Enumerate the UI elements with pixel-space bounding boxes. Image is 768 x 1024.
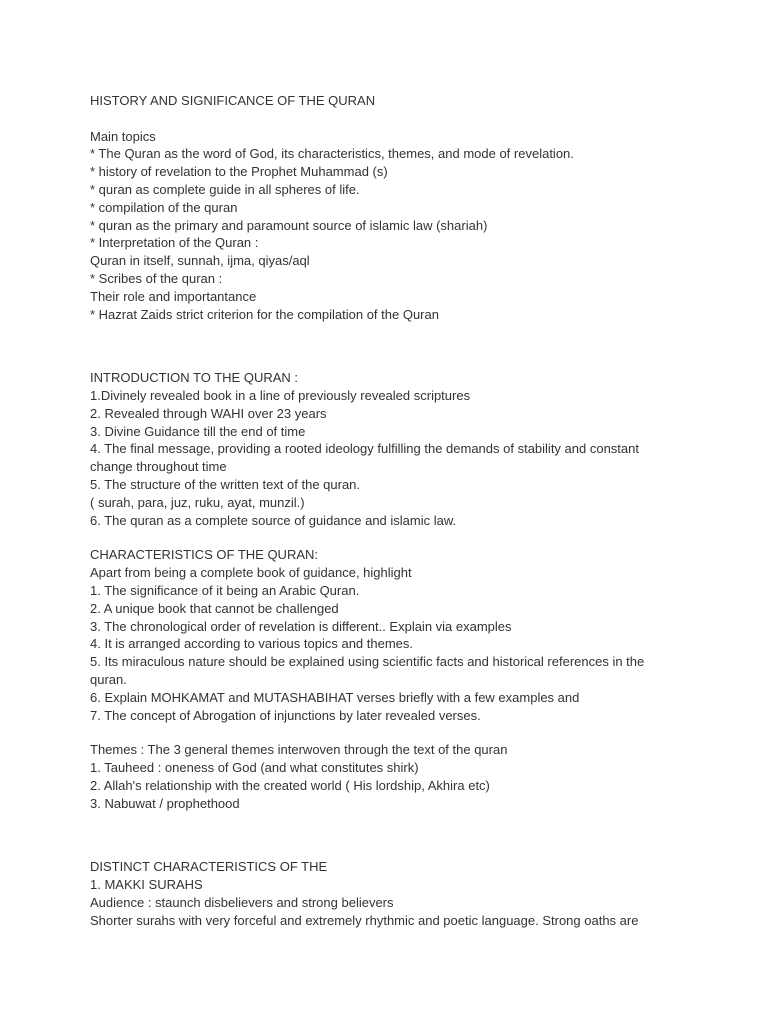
spacer xyxy=(90,840,750,858)
characteristics-line: quran. xyxy=(90,671,127,687)
introduction-line: 1.Divinely revealed book in a line of previously revealed scriptures xyxy=(90,387,471,403)
characteristics-line: 1. The significance of it being an Arabic Quran. xyxy=(90,582,360,598)
main-topics-line: * The Quran as the word of God, its characteristics, themes, and mode of revelation. xyxy=(90,146,574,162)
characteristics-line: 3. The chronological order of revelation is different.. Explain via examples xyxy=(90,618,512,634)
main-topics-line: * history of revelation to the Prophet Muhammad (s) xyxy=(90,164,388,180)
characteristics-line: Apart from being a complete book of guidance, highlight xyxy=(90,565,412,581)
spacer xyxy=(90,812,750,840)
themes-line: 1. Tauheed : oneness of God (and what constitutes shirk) xyxy=(90,760,419,776)
main-topics-heading: Main topics xyxy=(90,128,156,144)
themes-line: 3. Nabuwat / prophethood xyxy=(90,795,240,811)
characteristics-line: 2. A unique book that cannot be challenged xyxy=(90,600,339,616)
main-topics-line: Their role and importantance xyxy=(90,288,257,304)
introduction-line: 5. The structure of the written text of the quran. xyxy=(90,476,361,492)
main-topics-line: * Hazrat Zaids strict criterion for the compilation of the Quran xyxy=(90,306,439,322)
themes-heading: Themes : The 3 general themes interwoven through the text of the quran xyxy=(90,742,508,758)
main-topics-line: * quran as the primary and paramount source of islamic law (shariah) xyxy=(90,217,488,233)
document-page xyxy=(90,92,750,929)
characteristics-line: 7. The concept of Abrogation of injunctions by later revealed verses. xyxy=(90,707,481,723)
characteristics-line: 5. Its miraculous nature should be explained using scientific facts and historical references in the xyxy=(90,654,645,670)
introduction-line: 3. Divine Guidance till the end of time xyxy=(90,423,306,439)
spacer xyxy=(90,529,750,546)
main-topics-line: * quran as complete guide in all spheres of life. xyxy=(90,181,360,197)
distinct-line: Audience : staunch disbelievers and strong believers xyxy=(90,894,394,910)
spacer xyxy=(90,110,750,128)
introduction-line: 2. Revealed through WAHI over 23 years xyxy=(90,405,327,421)
characteristics-heading: CHARACTERISTICS OF THE QURAN: xyxy=(90,547,319,563)
introduction-heading: INTRODUCTION TO THE QURAN : xyxy=(90,370,299,386)
introduction-line: ( surah, para, juz, ruku, ayat, munzil.) xyxy=(90,494,305,510)
characteristics-line: 6. Explain MOHKAMAT and MUTASHABIHAT verses briefly with a few examples and xyxy=(90,689,580,705)
spacer xyxy=(90,323,750,351)
main-topics-line: * Interpretation of the Quran : xyxy=(90,235,259,251)
main-topics-line: Quran in itself, sunnah, ijma, qiyas/aql xyxy=(90,253,310,269)
main-topics-line: * Scribes of the quran : xyxy=(90,270,223,286)
spacer xyxy=(90,724,750,741)
distinct-heading: DISTINCT CHARACTERISTICS OF THE xyxy=(90,859,328,875)
spacer xyxy=(90,351,750,369)
document-title: HISTORY AND SIGNIFICANCE OF THE QURAN xyxy=(90,93,376,108)
introduction-line: 6. The quran as a complete source of guidance and islamic law. xyxy=(90,512,457,528)
characteristics-line: 4. It is arranged according to various topics and themes. xyxy=(90,636,414,652)
main-topics-line: * compilation of the quran xyxy=(90,199,238,215)
distinct-line: Shorter surahs with very forceful and extremely rhythmic and poetic language. Strong oaths are xyxy=(90,912,639,928)
introduction-line: 4. The final message, providing a rooted ideology fulfilling the demands of stability and constant xyxy=(90,441,639,457)
themes-line: 2. Allah's relationship with the created world ( His lordship, Akhira etc) xyxy=(90,777,490,793)
distinct-line: 1. MAKKI SURAHS xyxy=(90,877,203,893)
introduction-line: change throughout time xyxy=(90,459,227,475)
